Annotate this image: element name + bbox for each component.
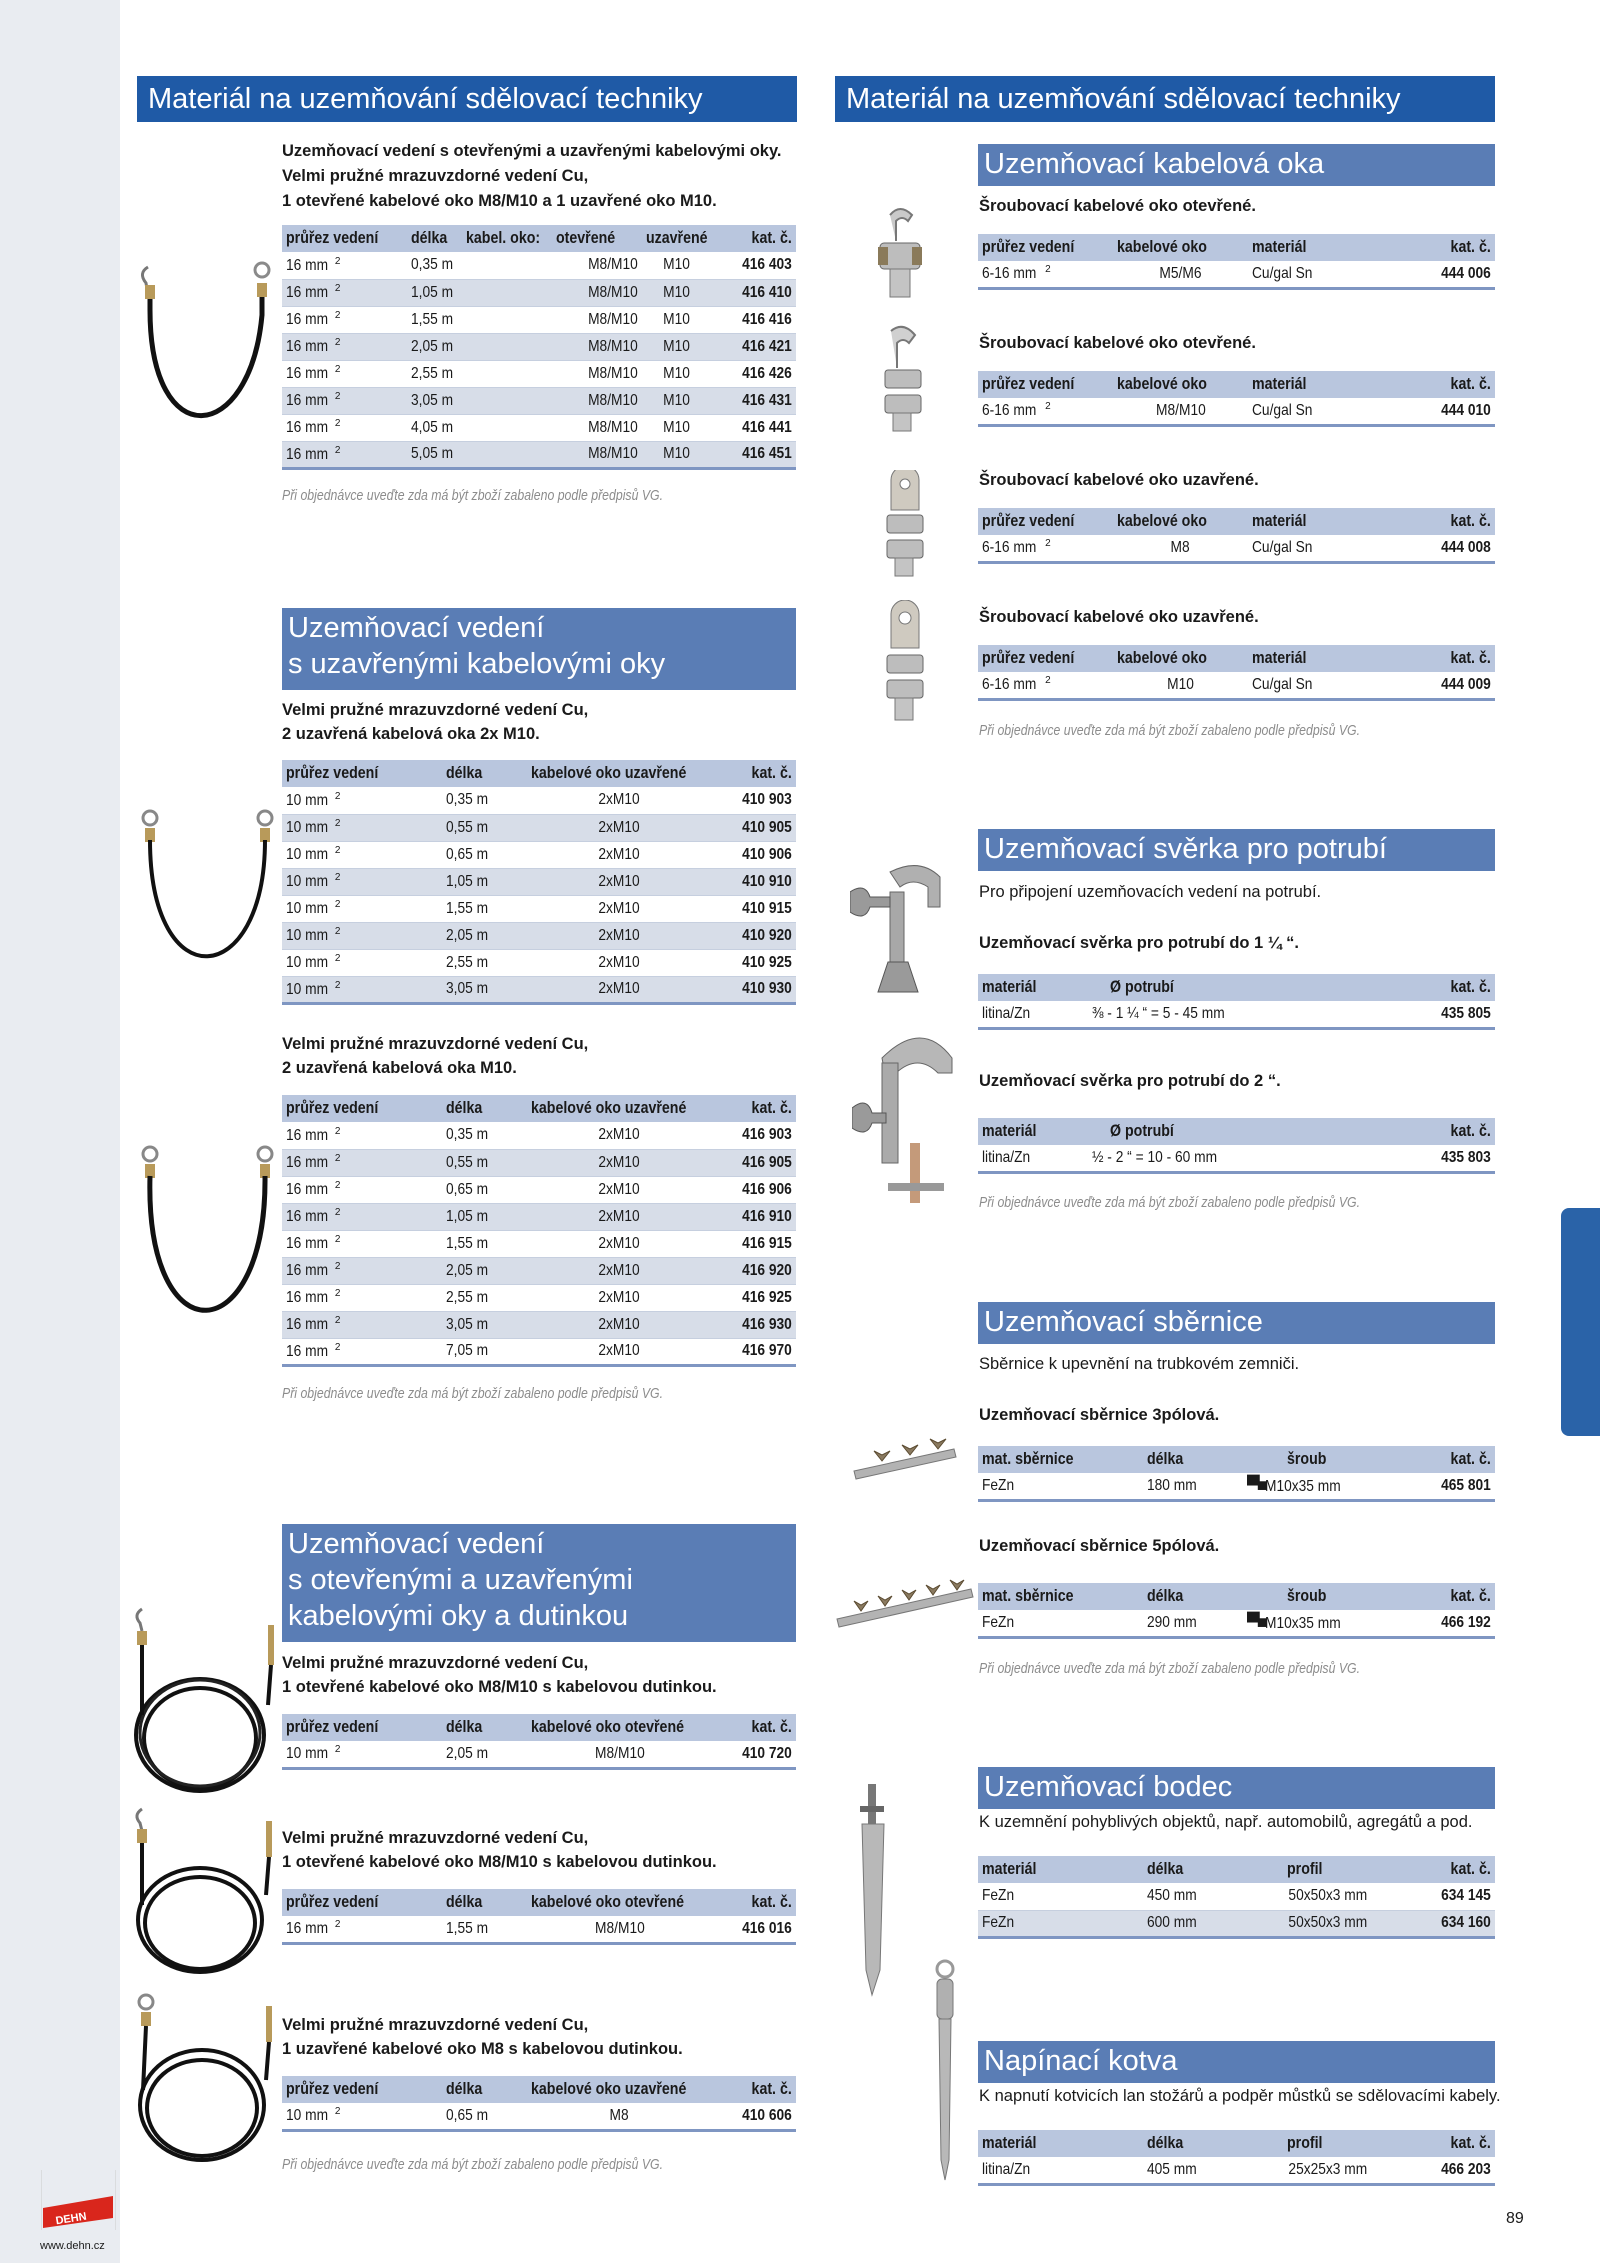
table-row: litina/Zn ⅜ - 1 ¼ “ = 5 - 45 mm 435 805 [978,1001,1495,1028]
s2-table-10mm [282,760,796,1005]
col-header: kat. č. [712,1095,796,1122]
col-header: kat. č. [712,2076,796,2103]
col-header: kabelové oko otevřené [527,1889,712,1916]
bodec-table [978,1856,1495,1939]
pipe-clamp-small-illustration [850,862,960,1022]
order-note: Při objednávce uveďte zda má být zboží zabaleno podle předpisů VG. [979,1194,1361,1211]
coiled-cable-illustration [128,1605,278,1800]
col-header: materiál [978,1856,1143,1883]
col-header: průřez vedení [978,645,1113,672]
col-header: otevřené [552,225,642,252]
screw-head-icon: ▀■ [1247,1475,1265,1496]
table-row: 6-16 mm $^2$ M5/M6 Cu/gal Sn 444 006 [978,261,1495,288]
col-header: materiál [1248,508,1398,535]
coiled-cable-closed-lug-illustration [128,1990,278,2170]
col-header: šroub [1243,1446,1403,1473]
table-row: 10 mm $^2$ 2,05 m 2xM10 410 920 [282,922,796,949]
col-header: kat. č. [712,760,796,787]
sbernice-item-desc: Uzemňovací sběrnice 5pólová. [979,1537,1220,1555]
col-header: profil [1253,1856,1403,1883]
col-header: délka [442,1714,527,1741]
order-note: Při objednávce uveďte zda má být zboží zabaleno podle předpisů VG. [282,2156,664,2173]
col-header: délka [442,1889,527,1916]
svorka-item-desc: Uzemňovací svěrka pro potrubí do 2 “. [979,1072,1281,1090]
table-row: 16 mm $^2$ 4,05 m M8/M10 M10 416 441 [282,414,796,441]
table-row: 16 mm $^2$ 0,65 m 2xM10 416 906 [282,1176,796,1203]
col-header: materiál [978,974,1088,1001]
col-header: profil [1253,2130,1403,2157]
sbernice-table-1 [978,1446,1495,1502]
page-margin-strip [0,0,120,2263]
col-header: kabelové oko [1113,234,1248,261]
screw-lug-closed-m8-illustration [875,470,935,580]
col-header: materiál [978,2130,1143,2157]
table-row: 16 mm $^2$ 5,05 m M8/M10 M10 416 451 [282,441,796,468]
col-header: kat. č. [1403,1583,1495,1610]
table-row: 10 mm $^2$ 1,55 m 2xM10 410 915 [282,895,796,922]
col-header: kat. č. [1348,1118,1495,1145]
table-row: 6-16 mm $^2$ M8 Cu/gal Sn 444 008 [978,535,1495,562]
col-header: délka [1143,1856,1253,1883]
col-header: průřez vedení [282,760,442,787]
section-title-s2: Uzemňovací vedení s uzavřenými kabelovými oky [282,608,796,690]
col-header: průřez vedení [282,2076,442,2103]
col-header: kat. č. [1403,2130,1495,2157]
kotva-table [978,2130,1495,2186]
table-row: 10 mm $^2$ 2,55 m 2xM10 410 925 [282,949,796,976]
col-header: délka [442,1095,527,1122]
cable-closed-lugs-16mm-illustration [135,1140,275,1340]
footer-url: www.dehn.cz [40,2240,105,2252]
s1-desc-line: Velmi pružné mrazuvzdorné vedení Cu, [282,167,589,185]
table-row: 16 mm $^2$ 7,05 m 2xM10 416 970 [282,1338,796,1365]
col-header: kabelové oko uzavřené [527,760,712,787]
col-header: průřez vedení [282,225,407,252]
sbernice-table-2 [978,1583,1495,1639]
col-header: kat. č. [1403,1446,1495,1473]
svorka-table-2 [978,1118,1495,1174]
table-row: FeZn 450 mm 50x50x3 mm 634 145 [978,1883,1495,1910]
coiled-cable-16mm-illustration [128,1805,278,1980]
s3-t3-desc: Velmi pružné mrazuvzdorné vedení Cu, [282,2016,589,2034]
section-title-bodec: Uzemňovací bodec [978,1767,1495,1809]
oka-desc: Šroubovací kabelové oko otevřené. [979,334,1256,352]
col-header: mat. sběrnice [978,1446,1143,1473]
order-note: Při objednávce uveďte zda má být zboží zabaleno podle předpisů VG. [282,487,664,504]
s3-t1-desc: 1 otevřené kabelové oko M8/M10 s kabelovou dutinkou. [282,1678,717,1696]
table-row: 16 mm $^2$ 1,05 m 2xM10 416 910 [282,1203,796,1230]
ground-spike-illustration [848,1780,898,2000]
bodec-desc: K uzemnění pohyblivých objektů, např. automobilů, agregátů a pod. [979,1813,1473,1831]
table-row: 6-16 mm $^2$ M10 Cu/gal Sn 444 009 [978,672,1495,699]
svg-text:DEHN: DEHN [54,2210,88,2228]
table-row: FeZn 180 mm ▀■M10x35 mm 465 801 [978,1473,1495,1500]
col-header: šroub [1243,1583,1403,1610]
oka-desc: Šroubovací kabelové oko uzavřené. [979,608,1259,626]
col-header: materiál [1248,234,1398,261]
col-header: Ø potrubí [1088,1118,1348,1145]
table-row: 16 mm $^2$ 0,35 m 2xM10 416 903 [282,1122,796,1149]
table-row: 10 mm $^2$ 0,65 m M8 410 606 [282,2103,796,2130]
col-header: kat. č. [1398,508,1495,535]
table-row: 16 mm $^2$ 2,55 m M8/M10 M10 416 426 [282,360,796,387]
cable-open-closed-lug-illustration [130,255,275,445]
col-header: materiál [1248,371,1398,398]
s3-t2-desc: 1 otevřené kabelové oko M8/M10 s kabelovou dutinkou. [282,1853,717,1871]
col-header: kabelové oko [1113,645,1248,672]
busbar-5pole-illustration [833,1575,978,1630]
col-header: délka [442,760,527,787]
table-row: 16 mm $^2$ 1,55 m 2xM10 416 915 [282,1230,796,1257]
table-row: 16 mm $^2$ 3,05 m 2xM10 416 930 [282,1311,796,1338]
page-header-right: Materiál na uzemňování sdělovací techniky [835,76,1495,122]
col-header: délka [1143,1446,1243,1473]
svorka-desc: Pro připojení uzemňovacích vedení na potrubí. [979,883,1322,901]
col-header: materiál [1248,645,1398,672]
col-header: kabelové oko uzavřené [527,2076,712,2103]
col-header: kat. č. [1403,1856,1495,1883]
table-row: litina/Zn 405 mm 25x25x3 mm 466 203 [978,2157,1495,2184]
col-header: kat. č. [712,1889,796,1916]
col-header: průřez vedení [282,1714,442,1741]
order-note: Při objednávce uveďte zda má být zboží zabaleno podle předpisů VG. [979,1660,1361,1677]
col-header: průřez vedení [978,371,1113,398]
order-note: Při objednávce uveďte zda má být zboží zabaleno podle předpisů VG. [979,722,1361,739]
table-row: 16 mm $^2$ 1,55 m M8/M10 416 016 [282,1916,796,1943]
s3-table-1 [282,1714,796,1770]
table-row: 10 mm $^2$ 3,05 m 2xM10 410 930 [282,976,796,1003]
oka-desc: Šroubovací kabelové oko otevřené. [979,197,1256,215]
col-header: Ø potrubí [1088,974,1348,1001]
s3-table-3 [282,2076,796,2132]
oka-desc: Šroubovací kabelové oko uzavřené. [979,471,1259,489]
col-header: průřez vedení [978,508,1113,535]
busbar-3pole-illustration [850,1435,960,1485]
screw-lug-open-illustration [870,205,930,305]
col-header: uzavřené [642,225,712,252]
col-header: délka [442,2076,527,2103]
s1-table [282,225,796,470]
oka-table-2 [978,371,1495,427]
kotva-desc: K napnutí kotvicích lan stožárů a podpěr můstků se sdělovacími kabely. [979,2087,1501,2105]
table-row: 10 mm $^2$ 0,55 m 2xM10 410 905 [282,814,796,841]
table-row: FeZn 600 mm 50x50x3 mm 634 160 [978,1910,1495,1937]
col-header: kabel. oko: [462,225,552,252]
screw-head-icon: ▀■ [1247,1612,1265,1633]
s1-desc-line: 1 otevřené kabelové oko M8/M10 a 1 uzavřené oko M10. [282,192,717,210]
s3-t1-desc: Velmi pružné mrazuvzdorné vedení Cu, [282,1654,589,1672]
col-header: průřez vedení [282,1095,442,1122]
section-title-oka: Uzemňovací kabelová oka [978,144,1495,186]
order-note: Při objednávce uveďte zda má být zboží zabaleno podle předpisů VG. [282,1385,664,1402]
table-row: 16 mm $^2$ 2,55 m 2xM10 416 925 [282,1284,796,1311]
screw-lug-closed-m10-illustration [875,600,935,730]
col-header: kat. č. [1398,234,1495,261]
table-row: 16 mm $^2$ 3,05 m M8/M10 M10 416 431 [282,387,796,414]
s1-desc-line: Uzemňovací vedení s otevřenými a uzavřenými kabelovými oky. [282,142,782,160]
section-title-kotva: Napínací kotva [978,2041,1495,2083]
page-number: 89 [1506,2210,1524,2227]
s2-desc2-line: 2 uzavřená kabelová oka M10. [282,1059,517,1077]
sbernice-item-desc: Uzemňovací sběrnice 3pólová. [979,1406,1220,1424]
tension-anchor-illustration [925,1955,965,2185]
col-header: kat. č. [1348,974,1495,1001]
s2-desc-line: Velmi pružné mrazuvzdorné vedení Cu, [282,701,589,719]
col-header: mat. sběrnice [978,1583,1143,1610]
col-header: délka [407,225,462,252]
svorka-item-desc: Uzemňovací svěrka pro potrubí do 1 ¼ “. [979,934,1300,952]
table-row: 16 mm $^2$ 0,35 m M8/M10 M10 416 403 [282,252,796,279]
table-row: 10 mm $^2$ 0,65 m 2xM10 410 906 [282,841,796,868]
s3-table-2 [282,1889,796,1945]
table-row: 6-16 mm $^2$ M8/M10 Cu/gal Sn 444 010 [978,398,1495,425]
col-header: kabelové oko [1113,508,1248,535]
col-header: kat. č. [712,1714,796,1741]
screw-lug-open-m10-illustration [873,325,933,435]
pipe-clamp-large-illustration [852,1033,962,1233]
table-row: 10 mm $^2$ 2,05 m M8/M10 410 720 [282,1741,796,1768]
oka-table-3 [978,508,1495,564]
col-header: materiál [978,1118,1088,1145]
table-row: litina/Zn ½ - 2 “ = 10 - 60 mm 435 803 [978,1145,1495,1172]
col-header: délka [1143,2130,1253,2157]
table-row: FeZn 290 mm ▀■M10x35 mm 466 192 [978,1610,1495,1637]
table-row: 16 mm $^2$ 1,05 m M8/M10 M10 416 410 [282,279,796,306]
oka-table-1 [978,234,1495,290]
s2-desc2-line: Velmi pružné mrazuvzdorné vedení Cu, [282,1035,589,1053]
table-row: 16 mm $^2$ 2,05 m M8/M10 M10 416 421 [282,333,796,360]
col-header: kabelové oko [1113,371,1248,398]
col-header: kat. č. [1398,371,1495,398]
col-header: kabelové oko uzavřené [527,1095,712,1122]
s3-t3-desc: 1 uzavřené kabelové oko M8 s kabelovou dutinkou. [282,2040,683,2058]
section-title-s3: Uzemňovací vedení s otevřenými a uzavřenými kabelovými oky a dutinkou [282,1524,796,1642]
s2-desc-line: 2 uzavřená kabelová oka 2x M10. [282,725,540,743]
table-row: 16 mm $^2$ 0,55 m 2xM10 416 905 [282,1149,796,1176]
section-title-sbernice: Uzemňovací sběrnice [978,1302,1495,1344]
sbernice-desc: Sběrnice k upevnění na trubkovém zemniči. [979,1355,1300,1373]
col-header: kat. č. [712,225,796,252]
table-row: 10 mm $^2$ 1,05 m 2xM10 410 910 [282,868,796,895]
section-title-svorka: Uzemňovací svěrka pro potrubí [978,829,1495,871]
dehn-logo [41,2170,116,2230]
svorka-table-1 [978,974,1495,1030]
oka-table-4 [978,645,1495,701]
col-header: kat. č. [1398,645,1495,672]
s2-table-16mm [282,1095,796,1367]
col-header: délka [1143,1583,1243,1610]
col-header: kabelové oko otevřené [527,1714,712,1741]
col-header: průřez vedení [978,234,1113,261]
chapter-tab [1561,1208,1600,1436]
page-header-left: Materiál na uzemňování sdělovací techniky [137,76,797,122]
table-row: 16 mm $^2$ 2,05 m 2xM10 416 920 [282,1257,796,1284]
table-row: 16 mm $^2$ 1,55 m M8/M10 M10 416 416 [282,306,796,333]
s3-t2-desc: Velmi pružné mrazuvzdorné vedení Cu, [282,1829,589,1847]
col-header: průřez vedení [282,1889,442,1916]
cable-closed-lugs-10mm-illustration [135,800,275,980]
table-row: 10 mm $^2$ 0,35 m 2xM10 410 903 [282,787,796,814]
